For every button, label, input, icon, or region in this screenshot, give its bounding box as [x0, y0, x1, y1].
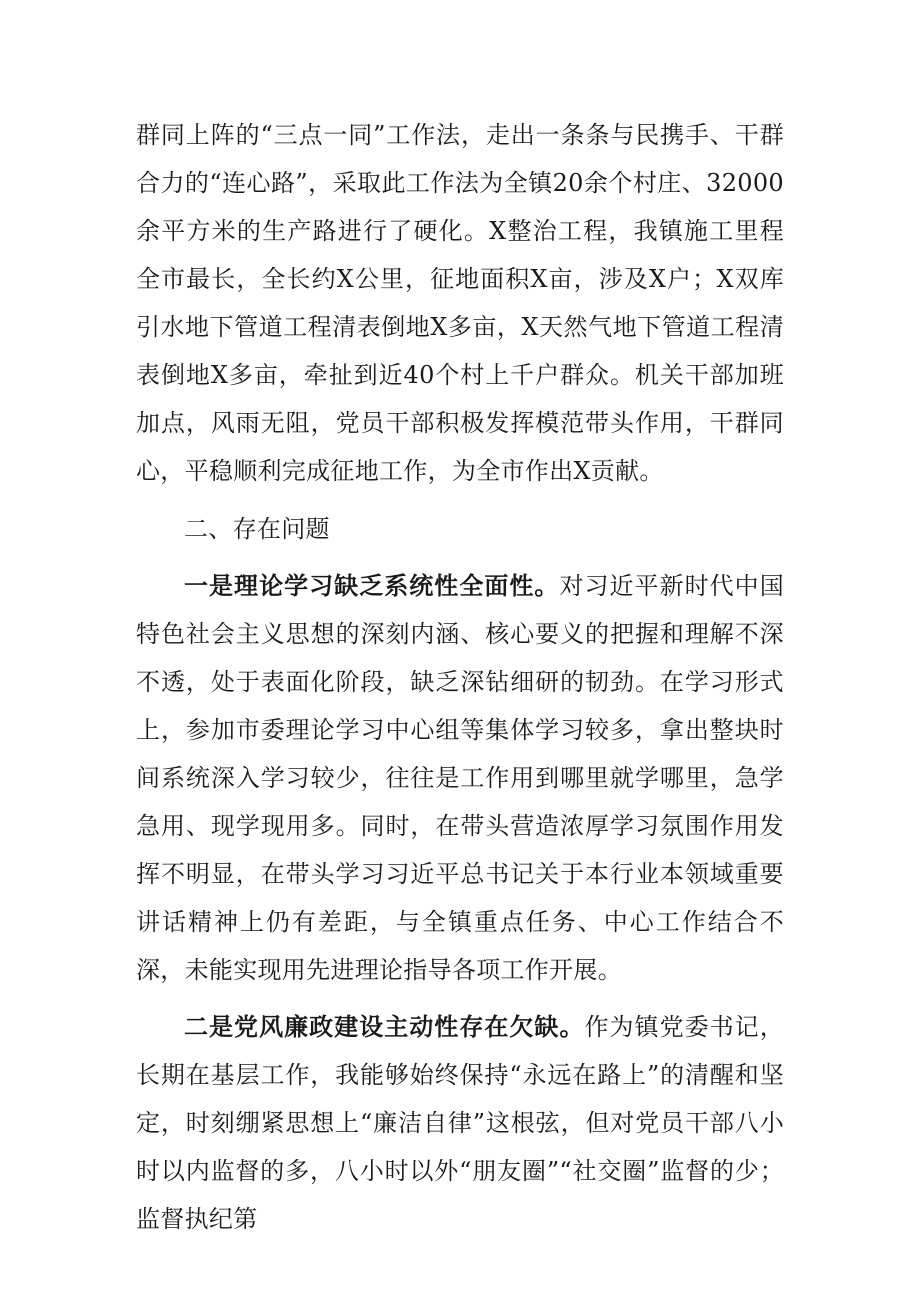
paragraph-land-acquisition: [136, 111, 784, 495]
paragraph-text: 群同上阵的“三点一同”工作法，走出一条条与民携手、干群合力的“连心路”，采取此工作法为全镇20余个村庄、32000余平方米的生产路进行了硬化。X整治工程，我镇施工里程全市最长，全长约X公里，征地面积X亩，涉及X户；X双库引水地下管道工程清表倒地X多亩，X天然气地下管道工程清表倒地X多亩，牵扯到近40个村上千户群众。机关干部加班加点，风雨无阻，党员干部积极发挥模范带头作用，干群同心，平稳顺利完成征地工作，为全市作出X贡献。: [136, 121, 784, 485]
paragraph-integrity: [136, 1003, 784, 1243]
paragraph-text: 作为镇党委书记，长期在基层工作，我能够始终保持“永远在路上”的清醒和坚定，时刻绷紧思想上“廉洁自律”这根弦，但对党员干部八小时以内监督的多，八小时以外“朋友圈”“社交圈”监督的少；监督执纪第: [136, 1013, 784, 1233]
paragraph-lead: 一是理论学习缺乏系统性全面性。: [184, 571, 560, 600]
paragraph-lead: 二是党风廉政建设主动性存在欠缺。: [184, 1012, 585, 1041]
paragraph-theory-study: [136, 562, 784, 994]
paragraph-text: 对习近平新时代中国特色社会主义思想的深刻内涵、核心要义的把握和理解不深不透，处于表面化阶段，缺乏深钻细研的韧劲。在学习形式上，参加市委理论学习中心组等集体学习较多，拿出整块时间系统深入学习较少，往往是工作用到哪里就学哪里，急学急用、现学现用多。同时，在带头营造浓厚学习氛围作用发挥不明显，在带头学习习近平总书记关于本行业本领域重要讲话精神上仍有差距，与全镇重点任务、中心工作结合不深，未能实现用先进理论指导各项工作开展。: [136, 572, 784, 984]
section-heading: 二、存在问题: [184, 515, 330, 543]
